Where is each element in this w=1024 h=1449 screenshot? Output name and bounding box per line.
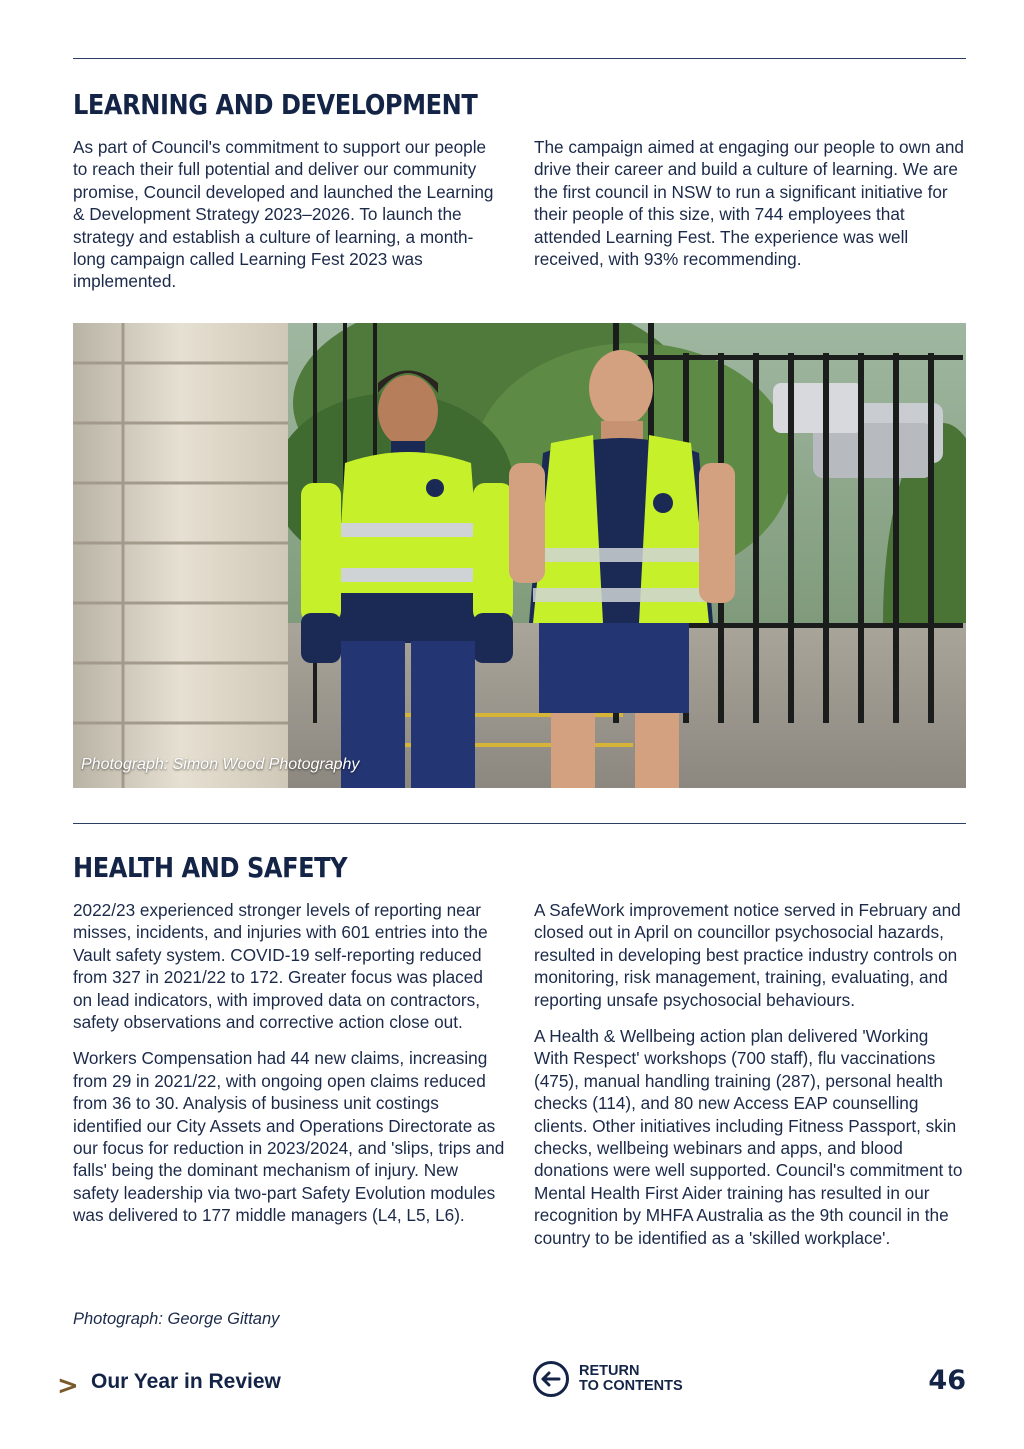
return-label-line1: RETURN (579, 1363, 640, 1379)
photo-credit: Photograph: George Gittany (73, 1310, 280, 1328)
top-divider (73, 58, 966, 59)
section-title-learning: LEARNING AND DEVELOPMENT (73, 88, 478, 121)
page-number: 46 (928, 1365, 966, 1396)
return-to-contents-button[interactable] (532, 1360, 683, 1398)
middle-divider (73, 823, 966, 824)
return-label-line2: TO CONTENTS (579, 1378, 683, 1394)
learning-left-column (73, 136, 505, 307)
health-left-column (73, 899, 505, 1241)
photo-caption: Photograph: Simon Wood Photography (81, 756, 360, 773)
footer-section-title[interactable]: Our Year in Review (91, 1370, 281, 1393)
section-title-health: HEALTH AND SAFETY (73, 851, 348, 884)
learning-right-column (534, 136, 966, 284)
learning-paragraph-right: The campaign aimed at engaging our people to own and drive their career and build a culture of learning. We are the first council in NSW to run a significant initiative for their people of this size, with 744 employees that attended Learning Fest. The experience was well received, with 93% recommending. (534, 137, 964, 270)
health-right-column (534, 899, 966, 1263)
chevron-right-icon: > (57, 1371, 79, 1401)
health-paragraph-right-1: A SafeWork improvement notice served in February and closed out in April on councillor psychosocial hazards, resulted in developing best practice industry controls on monitoring, risk management, training, evaluating, and reporting unsafe psychosocial behaviours. (534, 900, 961, 1010)
return-label (579, 1364, 683, 1394)
health-paragraph-left-2: Workers Compensation had 44 new claims, increasing from 29 in 2021/22, with ongoing open claims reduced from 36 to 30. Analysis of business unit costings identified our City Assets and Operations Directorate as our focus for reduction in 2023/2024, and 'slips, trips and falls' being the dominant mechanism of injury. New safety leadership via two-part Safety Evolution modules was delivered to 177 middle managers (L4, L5, L6). (73, 1048, 505, 1226)
photo-illustration (73, 323, 966, 788)
arrow-left-circle-icon (532, 1360, 570, 1398)
staff-photo (73, 323, 966, 788)
health-paragraph-left-1: 2022/23 experienced stronger levels of reporting near misses, incidents, and injuries with 601 entries into the Vault safety system. COVID-19 self-reporting reduced from 327 in 2021/22 to 172. Greater focus was placed on lead indicators, with improved data on contractors, safety observations and corrective action close out. (73, 900, 488, 1033)
health-paragraph-right-2: A Health & Wellbeing action plan delivered 'Working With Respect' workshops (700 staff), flu vaccinations (475), manual handling training (287), personal health checks (114), and 80 new Access EAP counselling clients. Other initiatives including Fitness Passport, skin checks, wellbeing webinars and apps, and blood donations were well supported. Council's commitment to Mental Health First Aider training has resulted in our recognition by MHFA Australia as the 9th council in the country to be identified as a 'skilled workplace'. (534, 1026, 963, 1248)
learning-paragraph-left: As part of Council's commitment to support our people to reach their full potential and deliver our community promise, Council developed and launched the Learning & Development Strategy 2023–2026. To launch the strategy and establish a culture of learning, a month-long campaign called Learning Fest 2023 was implemented. (73, 137, 494, 292)
